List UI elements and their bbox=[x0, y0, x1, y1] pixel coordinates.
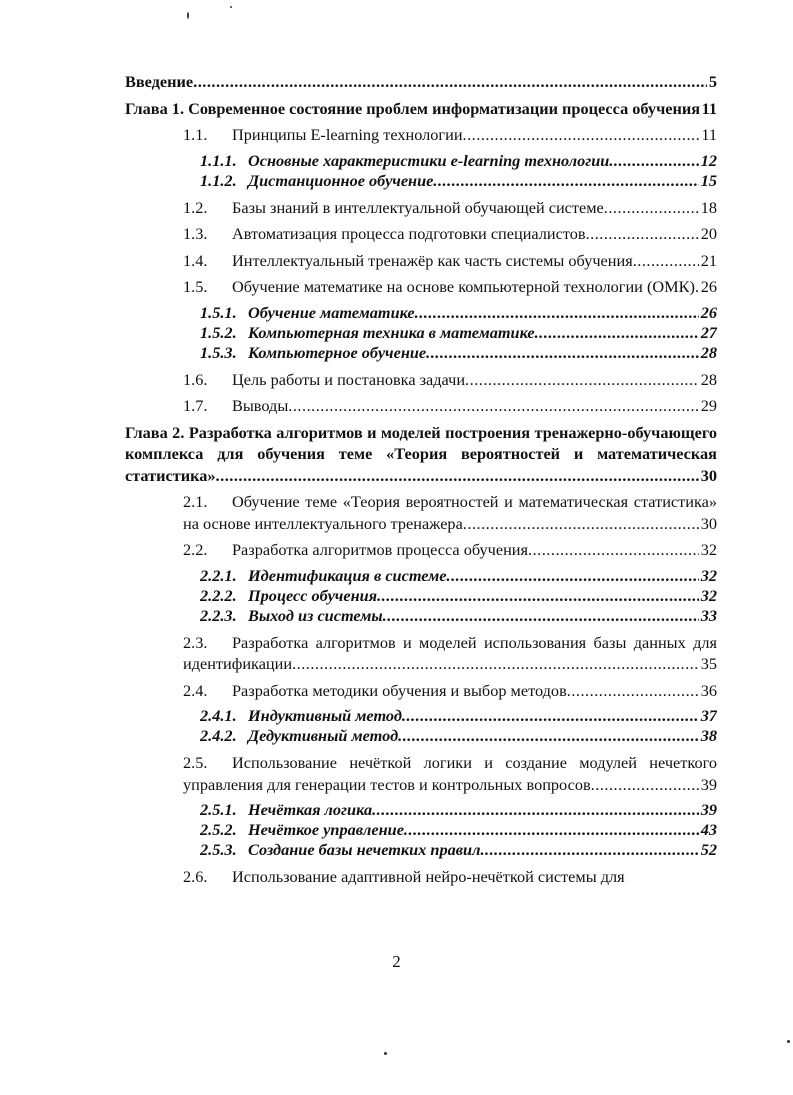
toc-entry-number: 2.5.1. bbox=[200, 800, 237, 819]
toc-section bbox=[183, 539, 717, 561]
toc-entry-title: Использование нечёткой логики и создание модулей нечеткого управления для генерации тестов и контрольных вопросов bbox=[183, 753, 717, 794]
toc-subsection bbox=[200, 323, 717, 343]
toc-subsection bbox=[200, 343, 717, 363]
toc-entry-page: 38 bbox=[700, 726, 717, 745]
toc-subsection bbox=[200, 586, 717, 606]
toc-entry-page: 26 bbox=[700, 302, 717, 322]
toc-section bbox=[183, 223, 717, 245]
toc-entry-title: Выход из системы bbox=[248, 605, 383, 625]
toc-subsection bbox=[200, 820, 717, 840]
toc-entry-page: 33 bbox=[700, 605, 717, 625]
toc-entry-title: Дистанционное обучение bbox=[248, 170, 434, 190]
toc-subsection bbox=[200, 566, 717, 586]
toc-entry-number: 2.2.3. bbox=[200, 605, 237, 625]
toc-entry-title: Обучение математике bbox=[248, 302, 415, 322]
toc-section bbox=[183, 369, 717, 391]
table-of-contents bbox=[125, 71, 717, 888]
toc-entry-number: 1.5.1. bbox=[200, 302, 237, 322]
toc-entry-page: 39 bbox=[700, 774, 717, 794]
toc-entry-page: 32 bbox=[700, 565, 717, 585]
toc-subsection bbox=[200, 800, 717, 820]
toc-entry-page: 35 bbox=[700, 654, 717, 673]
toc-entry-page: 12 bbox=[700, 150, 717, 170]
toc-subsection bbox=[200, 706, 717, 726]
toc-entry-number: 1.6. bbox=[183, 369, 208, 389]
toc-subsection bbox=[200, 171, 717, 191]
toc-entry-title: Разработка алгоритмов и моделей построения тренажерно-обучающего комплекса для обучения теме «Теория вероятностей и математическая статистика» bbox=[125, 422, 717, 485]
toc-entry-page: 30 bbox=[700, 513, 717, 533]
toc-entry-page: 36 bbox=[700, 680, 717, 700]
toc-entry-page: 21 bbox=[700, 250, 717, 270]
toc-entry-title: Разработка алгоритмов и моделей использования базы данных для идентификации bbox=[183, 632, 717, 673]
toc-entry-page: 43 bbox=[700, 820, 717, 839]
toc-entry-number: 2.5.3. bbox=[200, 840, 237, 859]
toc-chapter bbox=[125, 71, 717, 93]
toc-entry-page: 11 bbox=[701, 125, 717, 144]
toc-entry-number: 1.5.3. bbox=[200, 342, 237, 362]
toc-entry-title: Использование адаптивной нейро-нечёткой системы для bbox=[232, 867, 625, 886]
toc-entry-title: Нечёткая логика bbox=[248, 800, 373, 819]
toc-entry-number: 1.1.2. bbox=[200, 170, 237, 190]
toc-entry-title: Цель работы и постановка задачи bbox=[232, 369, 466, 389]
scan-speck bbox=[384, 1052, 387, 1055]
toc-entry-number: 2.2. bbox=[183, 540, 208, 559]
toc-entry-number: 2.4. bbox=[183, 680, 208, 700]
toc-chapter bbox=[125, 422, 717, 487]
toc-entry-title: Введение bbox=[125, 72, 194, 91]
toc-entry-title: Компьютерная техника в математике bbox=[248, 322, 535, 342]
toc-section bbox=[183, 250, 717, 272]
toc-entry-page: 18 bbox=[700, 197, 717, 217]
toc-entry-number: 2.1. bbox=[183, 492, 208, 511]
toc-entry-page: 32 bbox=[700, 540, 717, 559]
toc-entry-number: 2.2.2. bbox=[200, 585, 237, 605]
scan-speck bbox=[230, 6, 232, 8]
toc-section bbox=[183, 276, 717, 298]
toc-section bbox=[183, 680, 717, 702]
toc-entry-page: 30 bbox=[700, 465, 717, 485]
toc-entry-title: Нечёткое управление bbox=[248, 820, 404, 839]
toc-entry-number: 1.5. bbox=[183, 277, 208, 296]
toc-entry-title: Принципы E-learning технологии bbox=[232, 125, 463, 144]
toc-entry-number: 1.7. bbox=[183, 396, 208, 415]
toc-entry-number: 2.3. bbox=[183, 632, 208, 652]
toc-entry-page: 27 bbox=[700, 322, 717, 342]
toc-entry-page: 39 bbox=[700, 800, 717, 819]
toc-entry-title: Идентификация в системе bbox=[248, 565, 447, 585]
toc-subsection bbox=[200, 303, 717, 323]
toc-subsection bbox=[200, 726, 717, 746]
toc-entry-number: 1.1. bbox=[183, 125, 208, 144]
toc-entry-title: Создание базы нечетких правил bbox=[248, 840, 481, 859]
toc-entry-title: Обучение теме «Теория вероятностей и математическая статистика» на основе интеллектуального тренажера bbox=[183, 492, 717, 533]
toc-entry-title: Разработка алгоритмов процесса обучения bbox=[232, 540, 529, 559]
toc-entry-number: 1.4. bbox=[183, 250, 208, 270]
toc-entry-number: Глава 2. bbox=[125, 422, 185, 442]
toc-entry-number: 2.4.1. bbox=[200, 706, 237, 725]
toc-subsection bbox=[200, 151, 717, 171]
toc-entry-page: 5 bbox=[708, 72, 717, 91]
toc-entry-title: Интеллектуальный тренажёр как часть системы обучения bbox=[232, 250, 633, 270]
toc-entry-number: 2.2.1. bbox=[200, 565, 237, 585]
toc-subsection bbox=[200, 840, 717, 860]
toc-entry-title: Современное состояние проблем информатизации процесса обучения bbox=[188, 98, 701, 118]
toc-entry-title: Базы знаний в интеллектуальной обучающей системе bbox=[232, 197, 604, 217]
page-number: 2 bbox=[392, 952, 401, 971]
toc-section bbox=[183, 395, 717, 417]
toc-entry-page: 15 bbox=[700, 170, 717, 190]
toc-entry-number: Глава 1. bbox=[125, 98, 185, 118]
toc-entry-page: 29 bbox=[700, 396, 717, 415]
toc-section bbox=[183, 124, 717, 146]
toc-chapter bbox=[125, 98, 717, 120]
toc-entry-title: Индуктивный метод bbox=[248, 706, 402, 725]
scan-speck bbox=[787, 1040, 790, 1043]
toc-section bbox=[183, 632, 717, 675]
toc-entry-number: 2.5.2. bbox=[200, 820, 237, 839]
toc-entry-number: 1.5.2. bbox=[200, 322, 237, 342]
toc-section bbox=[183, 197, 717, 219]
toc-entry-number: 2.4.2. bbox=[200, 726, 237, 745]
toc-entry-title: Процесс обучения bbox=[248, 585, 378, 605]
toc-section bbox=[183, 491, 717, 534]
scan-speck bbox=[187, 12, 189, 19]
toc-entry-title: Обучение математике на основе компьютерной технологии (ОМК) bbox=[232, 277, 695, 296]
toc-entry-number: 2.5. bbox=[183, 753, 208, 772]
toc-entry-number: 2.6. bbox=[183, 867, 208, 886]
toc-entry-title: Основные характеристики e-learning технологии bbox=[248, 150, 610, 170]
toc-entry-number: 1.1.1. bbox=[200, 150, 237, 170]
toc-entry-number: 1.2. bbox=[183, 197, 208, 217]
toc-entry-title: Выводы bbox=[232, 396, 289, 415]
toc-entry-page: 28 bbox=[700, 342, 717, 362]
toc-section bbox=[183, 866, 717, 888]
toc-entry-number: 1.3. bbox=[183, 224, 208, 243]
toc-entry-title: Разработка методики обучения и выбор методов bbox=[232, 680, 567, 700]
toc-subsection bbox=[200, 606, 717, 626]
toc-entry-page: 11 bbox=[701, 98, 717, 118]
toc-entry-page: 37 bbox=[700, 706, 717, 725]
toc-entry-page: 20 bbox=[700, 224, 717, 243]
toc-entry-title: Автоматизация процесса подготовки специалистов bbox=[232, 224, 586, 243]
toc-entry-title: Компьютерное обучение bbox=[248, 342, 427, 362]
toc-entry-page: 28 bbox=[700, 369, 717, 389]
toc-entry-title: Дедуктивный метод bbox=[248, 726, 399, 745]
toc-entry-page: 26 bbox=[700, 277, 717, 296]
toc-entry-page: 32 bbox=[700, 585, 717, 605]
toc-section bbox=[183, 752, 717, 795]
toc-entry-page: 52 bbox=[700, 840, 717, 859]
